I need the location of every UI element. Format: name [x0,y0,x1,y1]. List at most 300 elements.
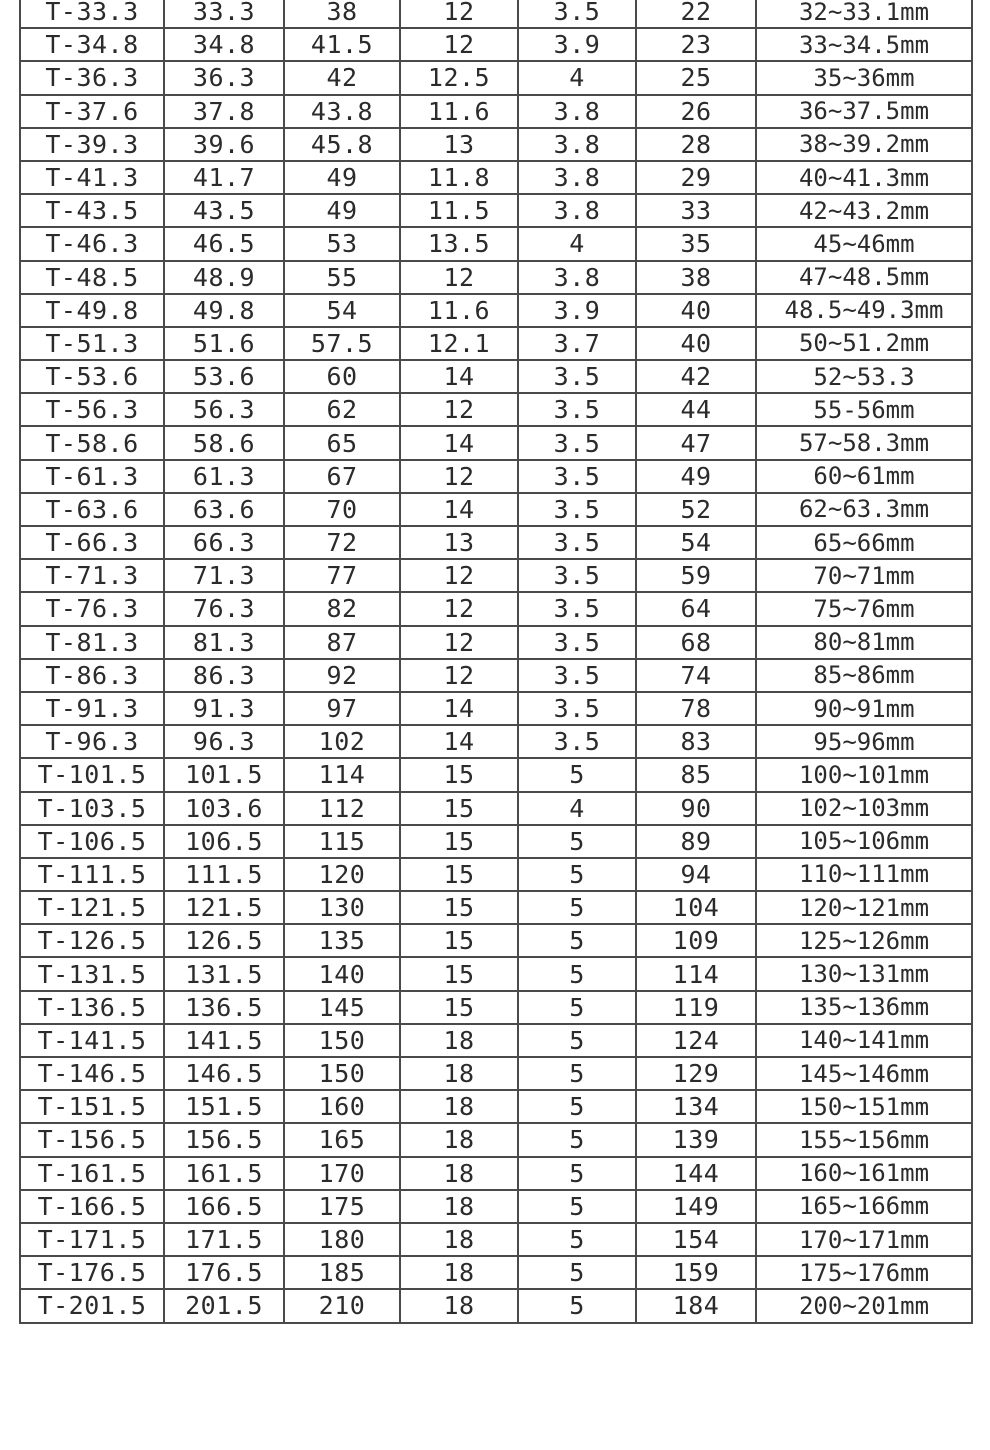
range-cell: 120~121mm [756,891,972,924]
col6-cell: 59 [636,559,756,592]
col3-cell: 62 [284,393,400,426]
model-cell: T-103.5 [20,792,164,825]
table-row [20,725,972,758]
table-row [20,792,972,825]
model-cell: T-61.3 [20,460,164,493]
col5-cell: 3.5 [518,659,636,692]
col6-cell: 25 [636,61,756,94]
col5-cell: 3.5 [518,592,636,625]
col5-cell: 3.8 [518,194,636,227]
table-row [20,0,972,28]
col4-cell: 12 [400,626,518,659]
table-row [20,360,972,393]
col4-cell: 15 [400,792,518,825]
col3-cell: 165 [284,1123,400,1156]
col5-cell: 3.9 [518,294,636,327]
col2-cell: 161.5 [164,1157,284,1190]
col3-cell: 210 [284,1289,400,1322]
table-row [20,393,972,426]
col3-cell: 112 [284,792,400,825]
table-row [20,1289,972,1322]
col6-cell: 74 [636,659,756,692]
col5-cell: 5 [518,825,636,858]
col5-cell: 3.5 [518,526,636,559]
range-cell: 125~126mm [756,924,972,957]
col6-cell: 114 [636,957,756,990]
col2-cell: 96.3 [164,725,284,758]
col5-cell: 3.5 [518,626,636,659]
col4-cell: 18 [400,1157,518,1190]
col4-cell: 12 [400,28,518,61]
col5-cell: 3.5 [518,559,636,592]
range-cell: 65~66mm [756,526,972,559]
col3-cell: 65 [284,426,400,459]
col3-cell: 45.8 [284,128,400,161]
col6-cell: 40 [636,327,756,360]
table-row [20,1223,972,1256]
col6-cell: 144 [636,1157,756,1190]
col5-cell: 3.5 [518,0,636,28]
col3-cell: 185 [284,1256,400,1289]
table-row [20,526,972,559]
table-row [20,1024,972,1057]
col4-cell: 12 [400,0,518,28]
col4-cell: 18 [400,1190,518,1223]
col2-cell: 151.5 [164,1090,284,1123]
range-cell: 33~34.5mm [756,28,972,61]
col4-cell: 15 [400,758,518,791]
range-cell: 95~96mm [756,725,972,758]
col6-cell: 104 [636,891,756,924]
model-cell: T-161.5 [20,1157,164,1190]
range-cell: 130~131mm [756,957,972,990]
col2-cell: 34.8 [164,28,284,61]
model-cell: T-81.3 [20,626,164,659]
col6-cell: 124 [636,1024,756,1057]
table-row [20,493,972,526]
col6-cell: 35 [636,227,756,260]
col4-cell: 12 [400,261,518,294]
col2-cell: 166.5 [164,1190,284,1223]
col6-cell: 139 [636,1123,756,1156]
range-cell: 38~39.2mm [756,128,972,161]
model-cell: T-33.3 [20,0,164,28]
model-cell: T-56.3 [20,393,164,426]
col3-cell: 102 [284,725,400,758]
col6-cell: 44 [636,393,756,426]
model-cell: T-36.3 [20,61,164,94]
col3-cell: 38 [284,0,400,28]
col6-cell: 29 [636,161,756,194]
col2-cell: 136.5 [164,991,284,1024]
col2-cell: 101.5 [164,758,284,791]
col4-cell: 18 [400,1057,518,1090]
col6-cell: 52 [636,493,756,526]
col3-cell: 120 [284,858,400,891]
model-cell: T-106.5 [20,825,164,858]
col2-cell: 61.3 [164,460,284,493]
model-cell: T-166.5 [20,1190,164,1223]
col6-cell: 159 [636,1256,756,1289]
col6-cell: 33 [636,194,756,227]
range-cell: 200~201mm [756,1289,972,1322]
model-cell: T-176.5 [20,1256,164,1289]
col6-cell: 109 [636,924,756,957]
range-cell: 85~86mm [756,659,972,692]
table-row [20,327,972,360]
col2-cell: 111.5 [164,858,284,891]
col4-cell: 15 [400,957,518,990]
col2-cell: 71.3 [164,559,284,592]
col5-cell: 3.8 [518,161,636,194]
table-row [20,692,972,725]
model-cell: T-151.5 [20,1090,164,1123]
col6-cell: 83 [636,725,756,758]
model-cell: T-37.6 [20,95,164,128]
col3-cell: 180 [284,1223,400,1256]
table-row [20,825,972,858]
range-cell: 155~156mm [756,1123,972,1156]
col2-cell: 126.5 [164,924,284,957]
model-cell: T-63.6 [20,493,164,526]
model-cell: T-53.6 [20,360,164,393]
col2-cell: 146.5 [164,1057,284,1090]
col4-cell: 14 [400,360,518,393]
col2-cell: 86.3 [164,659,284,692]
col3-cell: 49 [284,161,400,194]
col4-cell: 18 [400,1256,518,1289]
model-cell: T-121.5 [20,891,164,924]
table-row [20,194,972,227]
col4-cell: 18 [400,1123,518,1156]
col2-cell: 171.5 [164,1223,284,1256]
col3-cell: 97 [284,692,400,725]
col3-cell: 43.8 [284,95,400,128]
table-row [20,758,972,791]
col2-cell: 33.3 [164,0,284,28]
col2-cell: 37.8 [164,95,284,128]
col6-cell: 154 [636,1223,756,1256]
col4-cell: 11.8 [400,161,518,194]
col2-cell: 58.6 [164,426,284,459]
table-row [20,128,972,161]
table-row [20,1256,972,1289]
col4-cell: 18 [400,1024,518,1057]
table-row [20,28,972,61]
col4-cell: 18 [400,1090,518,1123]
col2-cell: 131.5 [164,957,284,990]
col6-cell: 28 [636,128,756,161]
table-row [20,460,972,493]
col2-cell: 121.5 [164,891,284,924]
col2-cell: 48.9 [164,261,284,294]
col5-cell: 3.5 [518,692,636,725]
table-row [20,858,972,891]
col4-cell: 11.5 [400,194,518,227]
col4-cell: 14 [400,493,518,526]
model-cell: T-39.3 [20,128,164,161]
col2-cell: 141.5 [164,1024,284,1057]
col5-cell: 5 [518,957,636,990]
col5-cell: 3.8 [518,261,636,294]
model-cell: T-46.3 [20,227,164,260]
col3-cell: 57.5 [284,327,400,360]
col2-cell: 176.5 [164,1256,284,1289]
col4-cell: 11.6 [400,95,518,128]
col4-cell: 11.6 [400,294,518,327]
range-cell: 36~37.5mm [756,95,972,128]
model-cell: T-86.3 [20,659,164,692]
col3-cell: 77 [284,559,400,592]
col6-cell: 149 [636,1190,756,1223]
table-row [20,891,972,924]
col3-cell: 150 [284,1057,400,1090]
col6-cell: 54 [636,526,756,559]
col6-cell: 119 [636,991,756,1024]
col4-cell: 13.5 [400,227,518,260]
col4-cell: 15 [400,924,518,957]
range-cell: 47~48.5mm [756,261,972,294]
col6-cell: 64 [636,592,756,625]
col2-cell: 49.8 [164,294,284,327]
range-cell: 165~166mm [756,1190,972,1223]
col2-cell: 106.5 [164,825,284,858]
model-cell: T-141.5 [20,1024,164,1057]
range-cell: 135~136mm [756,991,972,1024]
range-cell: 75~76mm [756,592,972,625]
col2-cell: 39.6 [164,128,284,161]
col3-cell: 87 [284,626,400,659]
model-cell: T-96.3 [20,725,164,758]
range-cell: 55-56mm [756,393,972,426]
range-cell: 52~53.3 [756,360,972,393]
col3-cell: 130 [284,891,400,924]
model-cell: T-76.3 [20,592,164,625]
col4-cell: 13 [400,128,518,161]
table-row [20,1190,972,1223]
col3-cell: 42 [284,61,400,94]
col5-cell: 4 [518,227,636,260]
range-cell: 100~101mm [756,758,972,791]
table-row [20,626,972,659]
col6-cell: 68 [636,626,756,659]
range-cell: 175~176mm [756,1256,972,1289]
table-row [20,95,972,128]
range-cell: 160~161mm [756,1157,972,1190]
model-cell: T-71.3 [20,559,164,592]
col5-cell: 4 [518,792,636,825]
table-row [20,261,972,294]
range-cell: 40~41.3mm [756,161,972,194]
col6-cell: 26 [636,95,756,128]
model-cell: T-48.5 [20,261,164,294]
col3-cell: 67 [284,460,400,493]
table-row [20,1090,972,1123]
range-cell: 150~151mm [756,1090,972,1123]
col4-cell: 12 [400,559,518,592]
spec-sheet [19,0,971,1324]
col3-cell: 150 [284,1024,400,1057]
col5-cell: 3.5 [518,460,636,493]
col2-cell: 41.7 [164,161,284,194]
col4-cell: 12.5 [400,61,518,94]
model-cell: T-49.8 [20,294,164,327]
col3-cell: 170 [284,1157,400,1190]
col6-cell: 49 [636,460,756,493]
model-cell: T-58.6 [20,426,164,459]
col6-cell: 134 [636,1090,756,1123]
col4-cell: 12.1 [400,327,518,360]
col5-cell: 4 [518,61,636,94]
col4-cell: 12 [400,592,518,625]
table-row [20,957,972,990]
table-row [20,1157,972,1190]
table-row [20,161,972,194]
range-cell: 45~46mm [756,227,972,260]
range-cell: 80~81mm [756,626,972,659]
table-row [20,227,972,260]
col4-cell: 18 [400,1223,518,1256]
col5-cell: 5 [518,858,636,891]
col5-cell: 5 [518,1223,636,1256]
col5-cell: 3.5 [518,426,636,459]
col4-cell: 15 [400,825,518,858]
col4-cell: 14 [400,426,518,459]
col6-cell: 40 [636,294,756,327]
col3-cell: 160 [284,1090,400,1123]
col5-cell: 3.5 [518,493,636,526]
range-cell: 145~146mm [756,1057,972,1090]
col3-cell: 114 [284,758,400,791]
model-cell: T-131.5 [20,957,164,990]
col6-cell: 184 [636,1289,756,1322]
col5-cell: 5 [518,1256,636,1289]
range-cell: 102~103mm [756,792,972,825]
col4-cell: 18 [400,1289,518,1322]
col6-cell: 85 [636,758,756,791]
col5-cell: 5 [518,1190,636,1223]
col5-cell: 5 [518,1157,636,1190]
col6-cell: 42 [636,360,756,393]
model-cell: T-101.5 [20,758,164,791]
col3-cell: 55 [284,261,400,294]
range-cell: 170~171mm [756,1223,972,1256]
col3-cell: 145 [284,991,400,1024]
range-cell: 32~33.1mm [756,0,972,28]
col6-cell: 89 [636,825,756,858]
col3-cell: 70 [284,493,400,526]
col3-cell: 115 [284,825,400,858]
table-row [20,294,972,327]
col4-cell: 12 [400,393,518,426]
col3-cell: 60 [284,360,400,393]
table-row [20,426,972,459]
col3-cell: 92 [284,659,400,692]
col4-cell: 13 [400,526,518,559]
col3-cell: 49 [284,194,400,227]
table-row [20,559,972,592]
col5-cell: 3.5 [518,393,636,426]
col2-cell: 43.5 [164,194,284,227]
col3-cell: 54 [284,294,400,327]
col2-cell: 91.3 [164,692,284,725]
model-cell: T-43.5 [20,194,164,227]
col5-cell: 3.8 [518,95,636,128]
col4-cell: 12 [400,659,518,692]
col5-cell: 3.5 [518,360,636,393]
model-cell: T-171.5 [20,1223,164,1256]
range-cell: 57~58.3mm [756,426,972,459]
col5-cell: 3.9 [518,28,636,61]
col5-cell: 3.5 [518,725,636,758]
col2-cell: 156.5 [164,1123,284,1156]
model-cell: T-34.8 [20,28,164,61]
col4-cell: 15 [400,991,518,1024]
col4-cell: 14 [400,725,518,758]
col6-cell: 78 [636,692,756,725]
range-cell: 60~61mm [756,460,972,493]
range-cell: 105~106mm [756,825,972,858]
table-row [20,1123,972,1156]
range-cell: 62~63.3mm [756,493,972,526]
col2-cell: 53.6 [164,360,284,393]
col5-cell: 5 [518,1123,636,1156]
model-cell: T-51.3 [20,327,164,360]
table-row [20,659,972,692]
range-cell: 110~111mm [756,858,972,891]
col6-cell: 38 [636,261,756,294]
col6-cell: 22 [636,0,756,28]
col5-cell: 5 [518,924,636,957]
range-cell: 70~71mm [756,559,972,592]
col2-cell: 36.3 [164,61,284,94]
model-cell: T-201.5 [20,1289,164,1322]
col5-cell: 5 [518,891,636,924]
col4-cell: 15 [400,858,518,891]
col3-cell: 135 [284,924,400,957]
model-cell: T-126.5 [20,924,164,957]
col2-cell: 76.3 [164,592,284,625]
col6-cell: 23 [636,28,756,61]
range-cell: 50~51.2mm [756,327,972,360]
range-cell: 140~141mm [756,1024,972,1057]
col5-cell: 5 [518,1057,636,1090]
col2-cell: 51.6 [164,327,284,360]
col2-cell: 81.3 [164,626,284,659]
col6-cell: 94 [636,858,756,891]
col2-cell: 56.3 [164,393,284,426]
col5-cell: 3.8 [518,128,636,161]
col5-cell: 5 [518,1090,636,1123]
table-row [20,592,972,625]
model-cell: T-156.5 [20,1123,164,1156]
model-cell: T-91.3 [20,692,164,725]
size-spec-table [19,0,973,1324]
range-cell: 90~91mm [756,692,972,725]
col6-cell: 90 [636,792,756,825]
col5-cell: 5 [518,1289,636,1322]
model-cell: T-146.5 [20,1057,164,1090]
col2-cell: 201.5 [164,1289,284,1322]
col2-cell: 103.6 [164,792,284,825]
col3-cell: 140 [284,957,400,990]
col5-cell: 3.7 [518,327,636,360]
col3-cell: 175 [284,1190,400,1223]
col5-cell: 5 [518,991,636,1024]
col6-cell: 47 [636,426,756,459]
col3-cell: 53 [284,227,400,260]
table-body [20,0,972,1323]
